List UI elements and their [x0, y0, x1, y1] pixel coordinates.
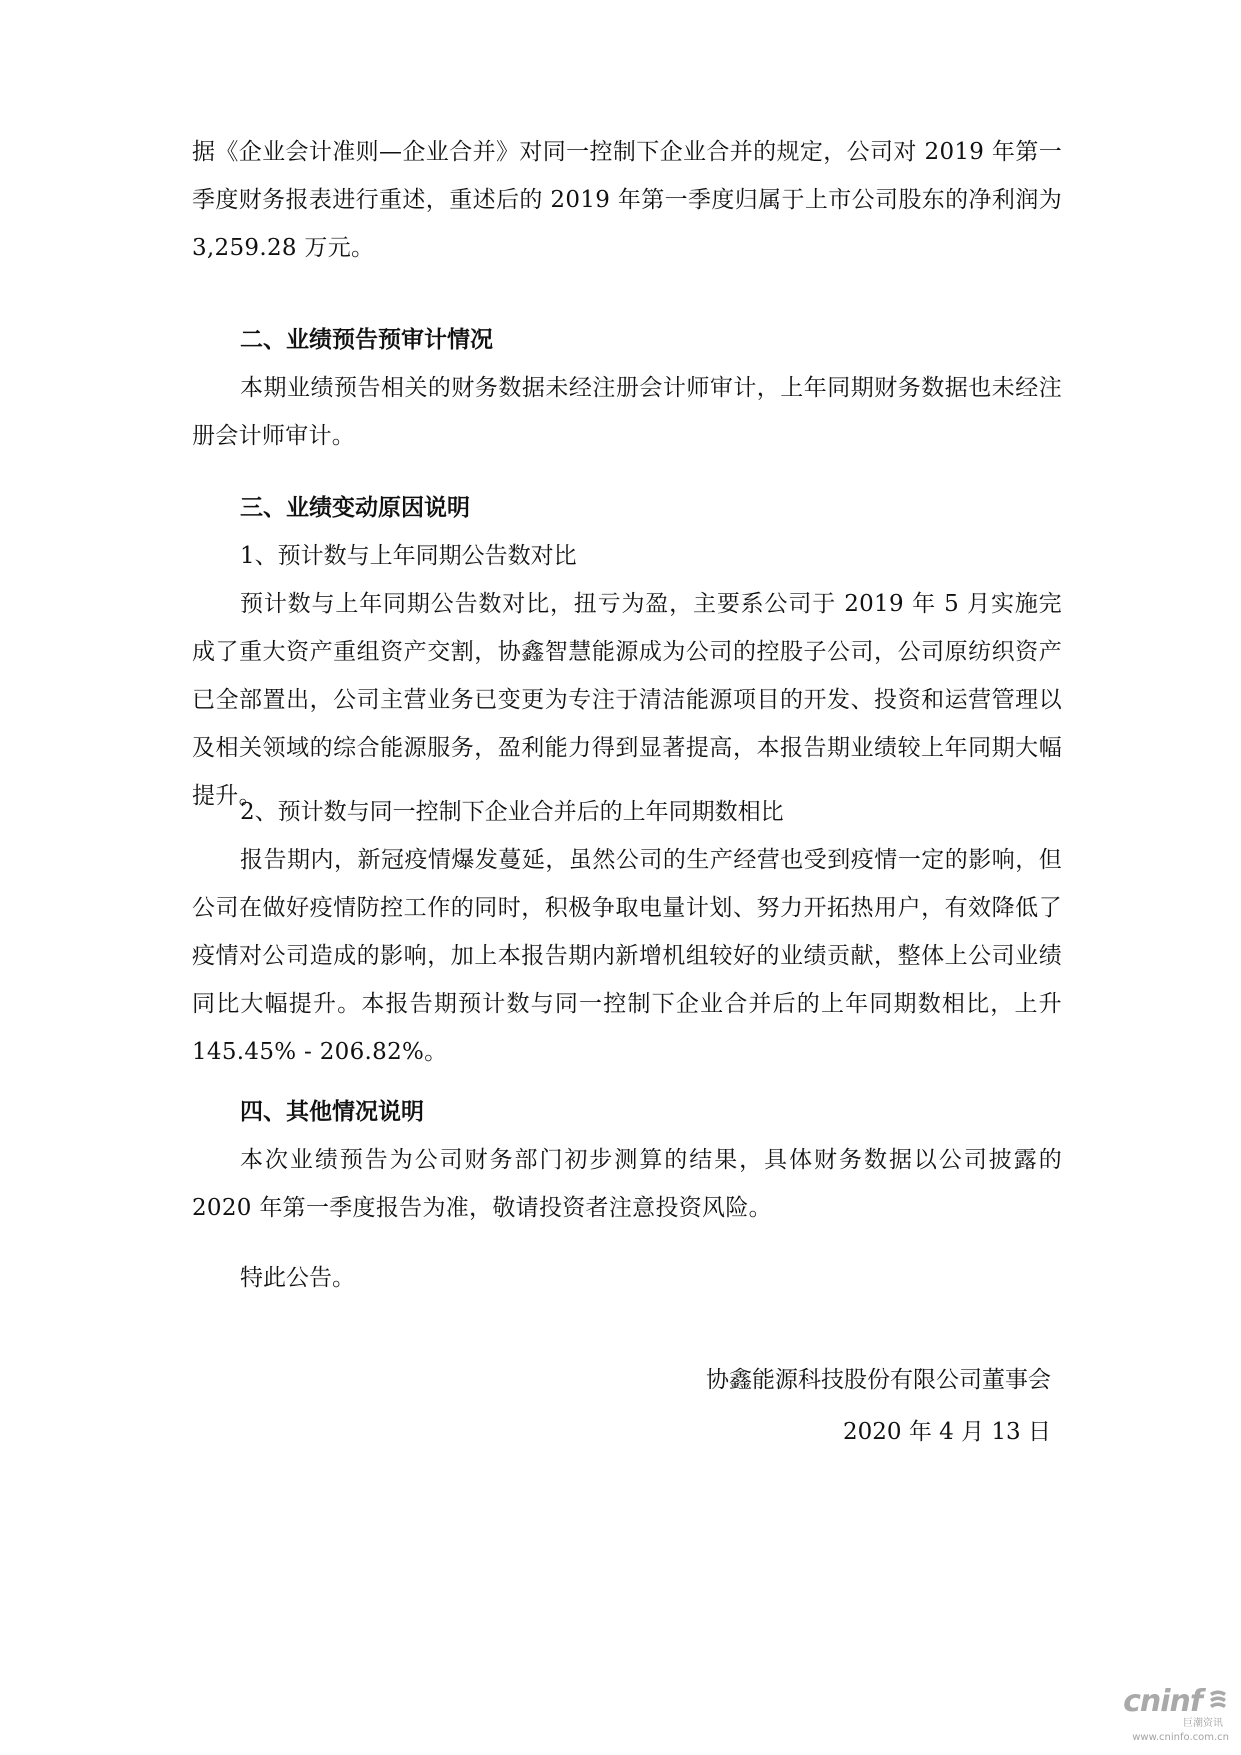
signature-company: 协鑫能源科技股份有限公司董事会	[706, 1367, 1051, 1393]
watermark-brand: cninf	[1123, 1684, 1202, 1719]
section-2-heading: 二、业绩预告预审计情况	[240, 327, 493, 353]
section-3-paragraph-1: 预计数与上年同期公告数对比，扭亏为盈，主要系公司于 2019 年 5 月实施完成了重大资产重组资产交割，协鑫智慧能源成为公司的控股子公司，公司原纺织资产已全部置出，公司主营业务已变更为专注于清洁能源项目的开发、投资和运营管理以及相关领域的综合能源服务，盈利能力得到显著提高，本报告期业绩较上年同期大幅提升。	[192, 591, 1062, 809]
watermark-url: www.cninfo.com.cn	[1132, 1732, 1229, 1743]
signature-date: 2020 年 4 月 13 日	[843, 1419, 1051, 1445]
watermark-chinese: 巨潮资讯	[1183, 1718, 1223, 1729]
section-2-paragraph: 本期业绩预告相关的财务数据未经注册会计师审计，上年同期财务数据也未经注册会计师审计。	[192, 375, 1062, 449]
cninf-logo-icon	[1207, 1687, 1229, 1709]
intro-paragraph: 据《企业会计准则—企业合并》对同一控制下企业合并的规定，公司对 2019 年第一季度财务报表进行重述，重述后的 2019 年第一季度归属于上市公司股东的净利润为 3,259.28 万元。	[192, 139, 1062, 261]
section-3-heading: 三、业绩变动原因说明	[240, 495, 470, 521]
cninf-watermark	[1079, 1684, 1229, 1749]
section-3-subheading-1: 1、预计数与上年同期公告数对比	[240, 543, 577, 569]
section-4-paragraph: 本次业绩预告为公司财务部门初步测算的结果，具体财务数据以公司披露的 2020 年第一季度报告为准，敬请投资者注意投资风险。	[192, 1147, 1062, 1221]
closing-remark: 特此公告。	[240, 1265, 355, 1291]
section-3-subheading-2: 2、预计数与同一控制下企业合并后的上年同期数相比	[240, 799, 784, 825]
section-3-paragraph-2: 报告期内，新冠疫情爆发蔓延，虽然公司的生产经营也受到疫情一定的影响，但公司在做好疫情防控工作的同时，积极争取电量计划、努力开拓热用户，有效降低了疫情对公司造成的影响，加上本报告期内新增机组较好的业绩贡献，整体上公司业绩同比大幅提升。本报告期预计数与同一控制下企业合并后的上年同期数相比，上升 145.45% - 206.82%。	[192, 847, 1062, 1065]
section-4-heading: 四、其他情况说明	[240, 1099, 424, 1125]
